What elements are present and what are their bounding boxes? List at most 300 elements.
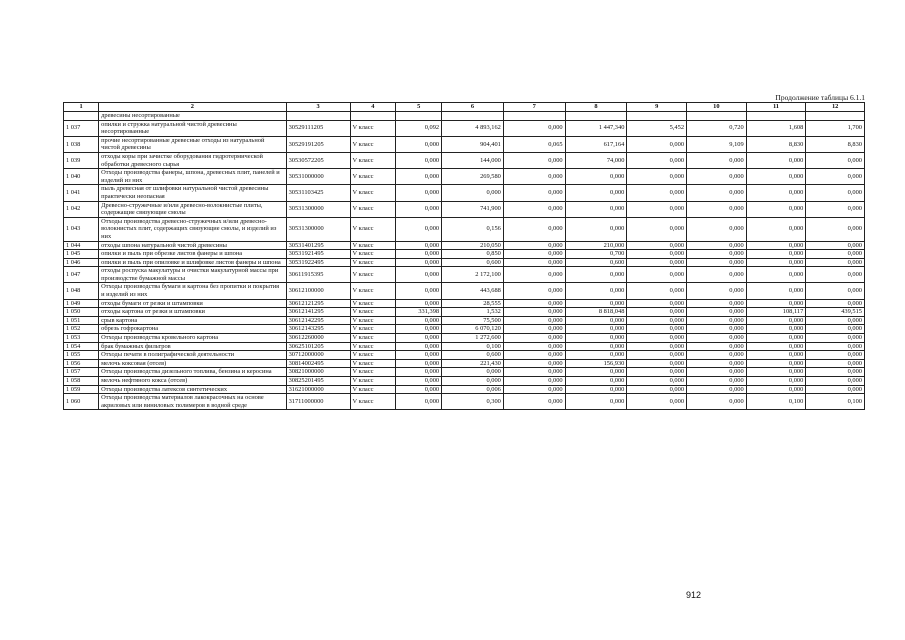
hazard-class: V класс (350, 250, 396, 259)
hazard-class: V класс (350, 283, 396, 299)
row-number: 1 052 (64, 325, 99, 334)
value-cell: 0,000 (503, 250, 565, 259)
table-row (64, 283, 865, 299)
column-header: 1 (64, 103, 99, 112)
waste-name: отходы коры при зачистке оборудования гидротермической обработки древесного сырья (99, 152, 286, 168)
value-cell: 0,000 (746, 217, 806, 241)
value-cell: 0,000 (746, 351, 806, 360)
waste-name: Отходы производства материалов лакокрасочных на основе акриловых или виниловых полимеров в водной среде (99, 394, 286, 410)
hazard-class: V класс (350, 385, 396, 394)
value-cell: 0,100 (746, 394, 806, 410)
value-cell: 0,000 (396, 385, 442, 394)
value-cell: 0,000 (627, 241, 687, 250)
fkko-code: 30531103425 (286, 185, 350, 201)
value-cell: 1,700 (806, 120, 865, 136)
value-cell: 0,000 (687, 299, 747, 308)
column-header: 7 (503, 103, 565, 112)
row-number: 1 050 (64, 308, 99, 317)
table-row (64, 368, 865, 377)
value-cell: 0,000 (687, 377, 747, 386)
value-cell: 0,000 (565, 299, 627, 308)
value-cell: 0,000 (503, 394, 565, 410)
value-cell: 0,000 (396, 217, 442, 241)
value-cell: 0,000 (503, 258, 565, 267)
value-cell: 8,830 (806, 136, 865, 152)
value-cell: 0,000 (746, 267, 806, 283)
value-cell: 0,000 (396, 316, 442, 325)
value-cell: 0,065 (503, 136, 565, 152)
fkko-code: 30531922495 (286, 258, 350, 267)
fkko-code: 30612260000 (286, 334, 350, 343)
value-cell: 1,532 (442, 308, 504, 317)
value-cell: 904,401 (442, 136, 504, 152)
value-cell: 0,000 (396, 201, 442, 217)
value-cell: 0,000 (806, 250, 865, 259)
value-cell: 0,000 (396, 299, 442, 308)
value-cell: 0,000 (627, 258, 687, 267)
value-cell: 0,156 (442, 217, 504, 241)
value-cell: 0,000 (503, 267, 565, 283)
value-cell: 0,000 (746, 250, 806, 259)
value-cell: 0,000 (565, 185, 627, 201)
fkko-code (286, 112, 350, 121)
hazard-class: V класс (350, 267, 396, 283)
fkko-code: 30531401295 (286, 241, 350, 250)
row-number: 1 042 (64, 201, 99, 217)
value-cell: 0,000 (396, 283, 442, 299)
value-cell: 0,000 (746, 152, 806, 168)
value-cell: 0,000 (627, 308, 687, 317)
value-cell: 0,000 (687, 283, 747, 299)
column-header: 3 (286, 103, 350, 112)
value-cell: 0,000 (396, 342, 442, 351)
value-cell: 1,608 (746, 120, 806, 136)
hazard-class: V класс (350, 152, 396, 168)
value-cell: 0,000 (687, 201, 747, 217)
value-cell: 0,000 (503, 120, 565, 136)
value-cell: 0,000 (503, 334, 565, 343)
value-cell: 0,000 (503, 316, 565, 325)
table-row (64, 169, 865, 185)
fkko-code: 31621000000 (286, 385, 350, 394)
column-header: 4 (350, 103, 396, 112)
value-cell: 221,430 (442, 359, 504, 368)
value-cell: 0,600 (442, 351, 504, 360)
table-row (64, 185, 865, 201)
value-cell: 0,000 (746, 377, 806, 386)
value-cell: 4 893,162 (442, 120, 504, 136)
value-cell: 0,000 (746, 325, 806, 334)
value-cell: 0,000 (396, 267, 442, 283)
value-cell: 617,164 (565, 136, 627, 152)
value-cell: 0,000 (565, 394, 627, 410)
waste-name: мелочь нефтяного кокса (отсев) (99, 377, 286, 386)
value-cell: 0,000 (627, 368, 687, 377)
value-cell: 741,900 (442, 201, 504, 217)
value-cell: 0,000 (806, 316, 865, 325)
waste-name: отходы шпона натуральной чистой древесины (99, 241, 286, 250)
waste-name: мелочь коксовая (отсев) (99, 359, 286, 368)
value-cell: 0,000 (806, 385, 865, 394)
value-cell: 0,000 (442, 368, 504, 377)
row-number: 1 056 (64, 359, 99, 368)
row-number: 1 046 (64, 258, 99, 267)
value-cell: 0,720 (687, 120, 747, 136)
fkko-code: 30531300000 (286, 201, 350, 217)
hazard-class: V класс (350, 359, 396, 368)
value-cell: 0,850 (442, 250, 504, 259)
value-cell: 269,580 (442, 169, 504, 185)
row-number: 1 054 (64, 342, 99, 351)
value-cell: 0,000 (627, 351, 687, 360)
value-cell: 0,000 (503, 342, 565, 351)
value-cell: 439,515 (806, 308, 865, 317)
value-cell: 0,006 (442, 385, 504, 394)
row-number: 1 043 (64, 217, 99, 241)
row-number: 1 037 (64, 120, 99, 136)
column-header: 8 (565, 103, 627, 112)
value-cell: 0,000 (687, 359, 747, 368)
value-cell: 0,000 (806, 258, 865, 267)
value-cell: 0,000 (806, 283, 865, 299)
table-row (64, 152, 865, 168)
value-cell: 0,000 (806, 267, 865, 283)
table-row (64, 325, 865, 334)
value-cell: 0,000 (746, 359, 806, 368)
value-cell: 0,000 (687, 258, 747, 267)
value-cell (687, 112, 747, 121)
value-cell: 210,000 (565, 241, 627, 250)
value-cell: 331,398 (396, 308, 442, 317)
value-cell: 0,000 (503, 308, 565, 317)
value-cell (442, 112, 504, 121)
value-cell: 0,000 (396, 185, 442, 201)
value-cell: 0,000 (746, 201, 806, 217)
row-number: 1 039 (64, 152, 99, 168)
hazard-class: V класс (350, 394, 396, 410)
hazard-class: V класс (350, 325, 396, 334)
value-cell: 156,930 (565, 359, 627, 368)
column-header: 12 (806, 103, 865, 112)
value-cell: 0,000 (687, 394, 747, 410)
value-cell: 0,000 (627, 250, 687, 259)
value-cell: 0,000 (396, 169, 442, 185)
value-cell: 0,000 (806, 368, 865, 377)
fkko-code: 30531300000 (286, 217, 350, 241)
value-cell: 0,000 (565, 368, 627, 377)
value-cell: 0,000 (565, 217, 627, 241)
value-cell: 0,000 (396, 136, 442, 152)
row-number: 1 059 (64, 385, 99, 394)
table-row (64, 334, 865, 343)
value-cell: 6 070,120 (442, 325, 504, 334)
value-cell: 0,000 (806, 217, 865, 241)
value-cell: 28,555 (442, 299, 504, 308)
value-cell: 0,000 (746, 169, 806, 185)
waste-name: Древесно-стружечные и/или древесно-волокнистые плиты, содержащие связующие смолы (99, 201, 286, 217)
waste-name: отходы бумаги от резки и штамповки (99, 299, 286, 308)
waste-name: обрезь гофрокартона (99, 325, 286, 334)
waste-name: опилки и пыль при обрезке листов фанеры и шпона (99, 250, 286, 259)
waste-name: прочие несортированные древесные отходы из натуральной чистой древесины (99, 136, 286, 152)
table-continuation-label: Продолжение таблицы 6.1.1 (775, 93, 865, 102)
value-cell: 0,000 (396, 359, 442, 368)
waste-name: отходы картона от резки и штамповки (99, 308, 286, 317)
row-number: 1 057 (64, 368, 99, 377)
value-cell: 0,000 (687, 316, 747, 325)
value-cell: 108,117 (746, 308, 806, 317)
waste-name: брак бумажных фильтров (99, 342, 286, 351)
value-cell: 0,000 (503, 201, 565, 217)
row-number: 1 041 (64, 185, 99, 201)
value-cell: 0,000 (396, 152, 442, 168)
hazard-class: V класс (350, 368, 396, 377)
value-cell: 0,000 (687, 217, 747, 241)
waste-name: Отходы производства кровельного картона (99, 334, 286, 343)
value-cell: 0,000 (627, 342, 687, 351)
fkko-code: 30531000000 (286, 169, 350, 185)
row-number: 1 038 (64, 136, 99, 152)
hazard-class: V класс (350, 120, 396, 136)
value-cell: 0,000 (627, 316, 687, 325)
value-cell: 0,000 (565, 385, 627, 394)
value-cell: 0,000 (627, 359, 687, 368)
column-header: 2 (99, 103, 286, 112)
value-cell: 0,092 (396, 120, 442, 136)
value-cell: 0,000 (503, 169, 565, 185)
hazard-class: V класс (350, 342, 396, 351)
waste-name: отходы роспуска макулатуры и очистки макулатурной массы при производстве бумажной массы (99, 267, 286, 283)
value-cell: 0,000 (806, 325, 865, 334)
waste-name: Отходы производства латексов синтетических (99, 385, 286, 394)
value-cell: 0,000 (687, 250, 747, 259)
value-cell: 0,300 (442, 394, 504, 410)
value-cell: 0,000 (503, 351, 565, 360)
table-row (64, 299, 865, 308)
row-number: 1 044 (64, 241, 99, 250)
value-cell: 0,000 (806, 152, 865, 168)
value-cell: 0,000 (627, 185, 687, 201)
value-cell: 0,000 (627, 169, 687, 185)
value-cell: 0,000 (503, 217, 565, 241)
column-header: 10 (687, 103, 747, 112)
value-cell: 0,000 (396, 368, 442, 377)
fkko-code: 30530572205 (286, 152, 350, 168)
fkko-code: 30529111205 (286, 120, 350, 136)
value-cell: 0,000 (746, 241, 806, 250)
waste-name: Отходы производства дизельного топлива, бензина и керосина (99, 368, 286, 377)
value-cell: 0,000 (565, 316, 627, 325)
value-cell: 0,000 (806, 342, 865, 351)
hazard-class: V класс (350, 169, 396, 185)
waste-name: Отходы производства древесно-стружечных и/или древесно-волокнистых плит, содержащих связующие смолы, и изделий из них (99, 217, 286, 241)
table-row (64, 250, 865, 259)
fkko-code: 30712000000 (286, 351, 350, 360)
value-cell: 75,500 (442, 316, 504, 325)
table-row (64, 241, 865, 250)
value-cell (396, 112, 442, 121)
value-cell: 0,000 (565, 377, 627, 386)
value-cell: 0,000 (806, 185, 865, 201)
value-cell: 0,000 (565, 267, 627, 283)
row-number: 1 053 (64, 334, 99, 343)
hazard-class: V класс (350, 308, 396, 317)
table-row (64, 316, 865, 325)
value-cell: 0,700 (565, 250, 627, 259)
table-row (64, 258, 865, 267)
fkko-code: 30612142295 (286, 316, 350, 325)
fkko-code: 30612100000 (286, 283, 350, 299)
value-cell: 0,000 (746, 334, 806, 343)
value-cell: 74,000 (565, 152, 627, 168)
value-cell: 0,000 (503, 152, 565, 168)
table-row (64, 359, 865, 368)
column-header: 11 (746, 103, 806, 112)
value-cell: 0,100 (442, 342, 504, 351)
table-row (64, 308, 865, 317)
value-cell: 0,000 (687, 334, 747, 343)
hazard-class: V класс (350, 185, 396, 201)
value-cell: 0,000 (396, 325, 442, 334)
hazard-class (350, 112, 396, 121)
value-cell: 8 818,048 (565, 308, 627, 317)
value-cell: 1 272,600 (442, 334, 504, 343)
value-cell: 0,000 (396, 250, 442, 259)
fkko-code: 30611915395 (286, 267, 350, 283)
value-cell: 0,000 (687, 308, 747, 317)
value-cell: 0,000 (627, 267, 687, 283)
value-cell: 0,000 (503, 359, 565, 368)
value-cell: 0,000 (396, 351, 442, 360)
value-cell: 0,000 (687, 342, 747, 351)
value-cell: 0,000 (746, 283, 806, 299)
value-cell: 0,000 (627, 334, 687, 343)
waste-name: опилки и пыль при опиловке и шлифовке листов фанеры и шпона (99, 258, 286, 267)
table-row (64, 267, 865, 283)
table-row (64, 394, 865, 410)
value-cell: 0,000 (627, 394, 687, 410)
value-cell: 0,000 (627, 385, 687, 394)
row-number: 1 055 (64, 351, 99, 360)
value-cell: 0,000 (687, 241, 747, 250)
value-cell: 0,000 (746, 316, 806, 325)
value-cell: 1 447,340 (565, 120, 627, 136)
table-row (64, 342, 865, 351)
value-cell: 0,000 (627, 136, 687, 152)
value-cell: 0,600 (442, 258, 504, 267)
value-cell: 0,000 (565, 169, 627, 185)
value-cell: 0,000 (503, 185, 565, 201)
value-cell: 0,000 (687, 152, 747, 168)
value-cell: 0,000 (627, 299, 687, 308)
value-cell: 0,000 (806, 201, 865, 217)
value-cell: 0,000 (806, 359, 865, 368)
value-cell (746, 112, 806, 121)
fkko-code: 30612141295 (286, 308, 350, 317)
value-cell: 0,000 (627, 152, 687, 168)
value-cell: 0,600 (565, 258, 627, 267)
table-row (64, 377, 865, 386)
row-number: 1 058 (64, 377, 99, 386)
value-cell (503, 112, 565, 121)
waste-table (63, 102, 865, 410)
fkko-code: 30825201495 (286, 377, 350, 386)
value-cell: 0,000 (396, 258, 442, 267)
column-header: 5 (396, 103, 442, 112)
column-header: 9 (627, 103, 687, 112)
row-number: 1 045 (64, 250, 99, 259)
row-number: 1 047 (64, 267, 99, 283)
waste-name: Отходы производства фанеры, шпона, древесных плит, панелей и изделий из них (99, 169, 286, 185)
value-cell: 0,000 (687, 169, 747, 185)
value-cell: 0,000 (565, 351, 627, 360)
value-cell: 9,109 (687, 136, 747, 152)
fkko-code: 30625101205 (286, 342, 350, 351)
hazard-class: V класс (350, 377, 396, 386)
value-cell: 0,000 (503, 368, 565, 377)
value-cell: 0,000 (627, 283, 687, 299)
hazard-class: V класс (350, 217, 396, 241)
value-cell: 0,000 (746, 368, 806, 377)
value-cell: 0,000 (806, 241, 865, 250)
fkko-code: 30612143295 (286, 325, 350, 334)
value-cell: 0,000 (806, 299, 865, 308)
row-number: 1 060 (64, 394, 99, 410)
header-row (64, 103, 865, 112)
value-cell: 0,000 (746, 185, 806, 201)
value-cell: 0,000 (746, 299, 806, 308)
hazard-class: V класс (350, 136, 396, 152)
fkko-code: 30612121295 (286, 299, 350, 308)
table-row (64, 217, 865, 241)
hazard-class: V класс (350, 299, 396, 308)
value-cell: 0,000 (396, 334, 442, 343)
value-cell: 2 172,100 (442, 267, 504, 283)
row-number: 1 040 (64, 169, 99, 185)
table-row (64, 351, 865, 360)
value-cell: 210,050 (442, 241, 504, 250)
value-cell: 0,000 (565, 334, 627, 343)
table-row (64, 201, 865, 217)
value-cell: 0,000 (806, 169, 865, 185)
value-cell (627, 112, 687, 121)
table-row (64, 385, 865, 394)
value-cell: 5,452 (627, 120, 687, 136)
row-number (64, 112, 99, 121)
fkko-code: 30821000000 (286, 368, 350, 377)
value-cell: 0,000 (687, 368, 747, 377)
value-cell: 0,000 (503, 299, 565, 308)
row-number: 1 049 (64, 299, 99, 308)
value-cell: 0,000 (565, 283, 627, 299)
waste-name: пыль древесная от шлифовки натуральной чистой древесины практически неопасная (99, 185, 286, 201)
value-cell: 0,000 (687, 325, 747, 334)
hazard-class: V класс (350, 316, 396, 325)
row-number: 1 048 (64, 283, 99, 299)
value-cell: 0,100 (806, 394, 865, 410)
value-cell: 0,000 (627, 325, 687, 334)
value-cell: 0,000 (442, 185, 504, 201)
value-cell: 0,000 (687, 385, 747, 394)
column-header: 6 (442, 103, 504, 112)
value-cell: 0,000 (503, 283, 565, 299)
waste-name: Отходы печати в полиграфической деятельности (99, 351, 286, 360)
value-cell: 443,688 (442, 283, 504, 299)
fkko-code: 30531921495 (286, 250, 350, 259)
hazard-class: V класс (350, 201, 396, 217)
value-cell: 0,000 (396, 241, 442, 250)
value-cell: 8,830 (746, 136, 806, 152)
